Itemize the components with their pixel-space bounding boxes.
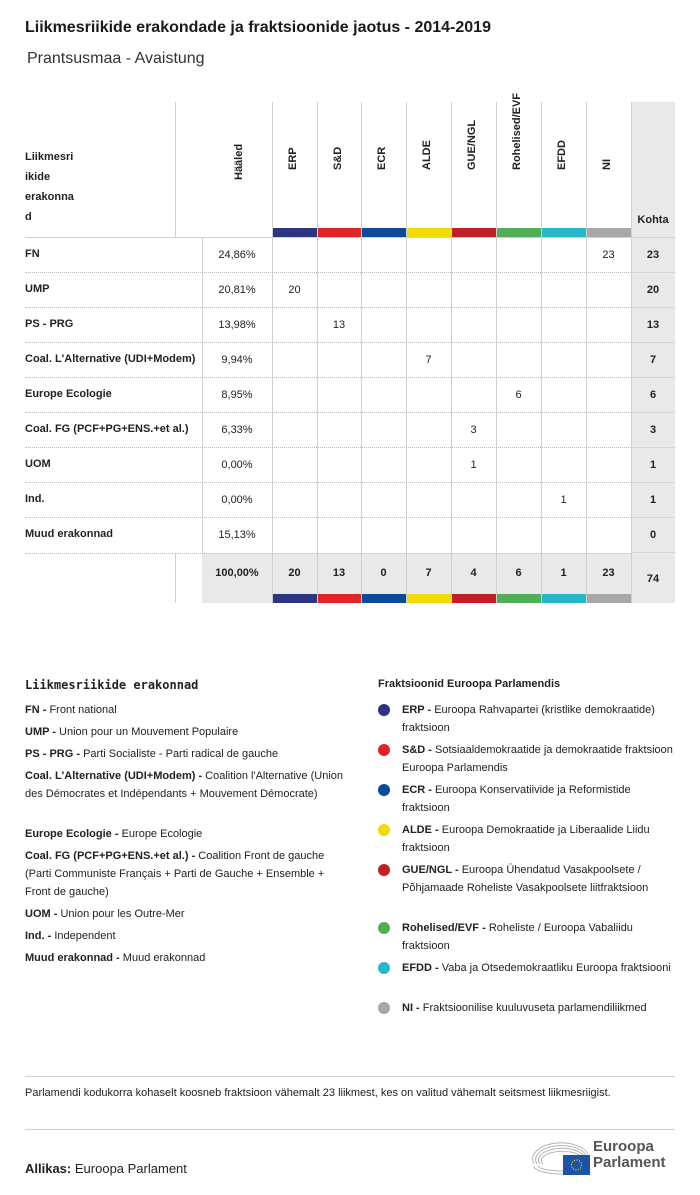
grid-line (586, 102, 587, 603)
party-full-name: Front national (49, 704, 117, 716)
group-color-dot-icon (378, 784, 390, 796)
row-divider (631, 272, 675, 273)
group-legend-item (402, 821, 677, 857)
source-line (25, 1161, 187, 1176)
group-total-seats: 4 (470, 567, 477, 579)
group-color-bar (318, 228, 361, 237)
party-full-name: Coalition l'Alternative (Union des Démocrates et Indépendants + Mouvement Démocrate) (25, 770, 344, 800)
row-total-seats: 0 (649, 529, 657, 541)
party-full-name: Union pour les Outre-Mer (60, 908, 185, 920)
group-full-name: Euroopa Rahvapartei (kristlike demokraatide) fraktsioon (402, 704, 655, 734)
party-abbr: FN - (25, 704, 47, 716)
grid-line (361, 102, 362, 603)
row-party-name: FN (25, 248, 40, 260)
row-group-seats: 23 (602, 249, 615, 261)
group-total-seats: 6 (515, 567, 522, 579)
row-divider (25, 517, 631, 518)
logo-text-line1: Euroopa (593, 1138, 654, 1155)
party-full-name: Union pour un Mouvement Populaire (59, 726, 239, 738)
grid-line (317, 102, 318, 603)
grid-line (175, 102, 176, 237)
row-group-seats: 1 (470, 459, 477, 471)
row-votes: 13,98% (218, 319, 256, 331)
group-full-name: Euroopa Konservatiivide ja Reformistide fraktsioon (402, 784, 631, 814)
group-legend-item (402, 959, 677, 977)
row-total-seats: 23 (646, 249, 660, 261)
group-total-seats: 1 (560, 567, 567, 579)
group-color-bar (362, 594, 406, 603)
group-full-name: Fraktsioonilise kuuluvuseta parlamendiliikmed (422, 1002, 647, 1014)
logo-text-line2: Parlament (593, 1154, 666, 1171)
party-legend-item (25, 745, 345, 763)
grid-line (496, 102, 497, 603)
party-legend-item (25, 949, 345, 967)
party-legend-item (25, 905, 345, 923)
row-divider (25, 272, 631, 273)
row-divider (631, 517, 675, 518)
group-color-bar (452, 594, 496, 603)
row-group-seats: 1 (560, 494, 567, 506)
row-votes: 20,81% (218, 284, 256, 296)
row-total-seats: 1 (649, 494, 657, 506)
party-full-name: Independent (54, 930, 116, 942)
group-color-bar (407, 594, 451, 603)
group-color-bar (497, 594, 541, 603)
party-legend-item (25, 767, 345, 803)
group-legend-item (402, 741, 677, 777)
row-group-seats: 13 (332, 319, 346, 331)
group-abbr: NI - (402, 1002, 420, 1014)
group-full-name: Sotsiaaldemokraatide ja demokraatide fraktsioon Euroopa Parlamendis (402, 744, 673, 774)
group-legend-item (402, 701, 677, 737)
group-color-bar (318, 594, 361, 603)
source-value: Euroopa Parlament (74, 1161, 187, 1176)
party-abbr: Coal. L'Alternative (UDI+Modem) - (25, 770, 203, 782)
group-header-guengl: GUE/NGL (466, 119, 478, 170)
group-header-erp: ERP (287, 147, 299, 170)
party-legend-item (25, 847, 345, 901)
row-total-seats: 13 (646, 319, 660, 331)
party-full-name: Muud erakonnad (122, 952, 206, 964)
group-color-bar (587, 228, 631, 237)
row-group-seats: 20 (288, 284, 301, 296)
row-votes: 0,00% (221, 494, 253, 506)
group-color-dot-icon (378, 1002, 390, 1014)
footnote: Parlamendi kodukorra kohaselt koosneb fraktsioon vähemalt 23 liikmest, kes on valitud vähemalt seitsmest liikmesriigist. (25, 1087, 611, 1099)
row-divider (631, 412, 675, 413)
row-divider (25, 342, 631, 343)
group-abbr: GUE/NGL - (402, 864, 459, 876)
group-header-efdd: EFDD (556, 140, 568, 170)
grid-line (175, 553, 176, 603)
group-legend-title: Fraktsioonid Euroopa Parlamendis (378, 678, 561, 690)
row-group-seats: 3 (470, 424, 477, 436)
group-abbr: ERP - (402, 704, 432, 716)
total-votes: 100,00% (215, 567, 259, 579)
group-abbr: ECR - (402, 784, 432, 796)
party-legend-title: Liikmesriikide erakonnad (25, 678, 199, 692)
row-votes: 8,95% (221, 389, 253, 401)
row-votes: 9,94% (221, 354, 253, 366)
row-party-name: Europe Ecologie (25, 388, 112, 400)
row-divider (631, 377, 675, 378)
divider (25, 1129, 675, 1130)
group-color-bar (273, 594, 317, 603)
party-legend-item (25, 927, 345, 945)
row-votes: 6,33% (221, 424, 253, 436)
group-color-dot-icon (378, 824, 390, 836)
group-header-ni: NI (601, 159, 613, 170)
group-color-dot-icon (378, 864, 390, 876)
party-abbr: PS - PRG - (25, 748, 81, 760)
row-votes: 24,86% (218, 249, 256, 261)
group-legend-item (402, 781, 677, 817)
source-label: Allikas: (25, 1161, 72, 1176)
group-header-ecr: ECR (376, 146, 388, 170)
party-legend-item (25, 825, 345, 843)
seats-column-header: Kohta (637, 214, 669, 226)
group-full-name: Euroopa Demokraatide ja Liberaalide Liidu fraktsioon (402, 824, 650, 854)
group-legend-item (402, 919, 677, 955)
group-abbr: EFDD - (402, 962, 439, 974)
row-party-name: Coal. L'Alternative (UDI+Modem) (25, 353, 196, 365)
group-color-bar (273, 228, 317, 237)
grid-line (272, 102, 273, 603)
party-legend-item (25, 701, 345, 719)
party-abbr: Europe Ecologie - (25, 828, 119, 840)
row-party-name: Ind. (25, 493, 45, 505)
group-color-dot-icon (378, 704, 390, 716)
row-divider (25, 482, 631, 483)
row-total-seats: 20 (646, 284, 660, 296)
party-abbr: Ind. - (25, 930, 52, 942)
page-subtitle: Prantsusmaa - Avaistung (27, 50, 205, 67)
row-group-seats: 7 (425, 354, 432, 366)
party-full-name: Coalition Front de gauche (Parti Communiste Français + Parti de Gauche + Ensemble + Front de gauche) (25, 850, 325, 898)
row-divider (25, 447, 631, 448)
grand-total-seats: 74 (646, 573, 660, 585)
group-total-seats: 20 (288, 567, 301, 579)
party-abbr: UOM - (25, 908, 58, 920)
votes-column-header: Hääled (233, 143, 245, 180)
hemicycle-icon (530, 1138, 590, 1178)
row-group-seats: 6 (515, 389, 522, 401)
row-party-name: Muud erakonnad (25, 528, 114, 540)
party-abbr: Coal. FG (PCF+PG+ENS.+et al.) - (25, 850, 196, 862)
divider (25, 1076, 675, 1077)
group-abbr: ALDE - (402, 824, 439, 836)
page-title: Liikmesriikide erakondade ja fraktsioonide jaotus - 2014-2019 (25, 19, 491, 36)
group-color-bar (362, 228, 406, 237)
group-color-bar (452, 228, 496, 237)
group-color-bar (587, 594, 631, 603)
party-abbr: Muud erakonnad - (25, 952, 120, 964)
ep-logo (530, 1138, 680, 1178)
party-legend-item (25, 723, 345, 741)
party-full-name: Parti Socialiste - Parti radical de gauche (83, 748, 279, 760)
row-divider (631, 342, 675, 343)
group-abbr: Rohelised/EVF - (402, 922, 486, 934)
row-total-seats: 1 (649, 459, 657, 471)
group-legend-item (402, 999, 677, 1017)
row-divider (631, 447, 675, 448)
row-total-seats: 3 (649, 424, 657, 436)
group-total-seats: 23 (602, 567, 615, 579)
group-header-sd: S&D (332, 146, 344, 170)
row-party-name: PS - PRG (25, 318, 74, 330)
group-color-dot-icon (378, 922, 390, 934)
row-divider (25, 377, 631, 378)
group-total-seats: 7 (425, 567, 432, 579)
group-header-rohelisedevf: Rohelised/EVF (511, 92, 523, 170)
row-divider (631, 482, 675, 483)
row-divider (25, 553, 631, 554)
group-legend-item (402, 861, 677, 897)
grid-line (541, 102, 542, 603)
row-divider (25, 307, 631, 308)
grid-line (451, 102, 452, 603)
row-votes: 0,00% (221, 459, 253, 471)
row-party-name: UMP (25, 283, 50, 295)
group-header-alde: ALDE (421, 140, 433, 170)
group-full-name: Vaba ja Otsedemokraatliku Euroopa fraktsiooni (441, 962, 671, 974)
group-total-seats: 0 (380, 567, 387, 579)
group-full-name: Roheliste / Euroopa Vabaliidu fraktsioon (402, 922, 633, 952)
row-party-name: Coal. FG (PCF+PG+ENS.+et al.) (25, 423, 189, 435)
row-votes: 15,13% (218, 529, 256, 541)
grid-line (25, 237, 675, 238)
group-color-dot-icon (378, 962, 390, 974)
row-divider (631, 552, 675, 553)
group-total-seats: 13 (332, 567, 346, 579)
group-color-bar (407, 228, 451, 237)
group-color-bar (542, 594, 586, 603)
group-color-dot-icon (378, 744, 390, 756)
group-full-name: Euroopa Ühendatud Vasakpoolsete / Põhjamaade Roheliste Vasakpoolsete liitfraktsioon (402, 864, 649, 894)
row-total-seats: 7 (649, 354, 657, 366)
row-party-name: UOM (25, 458, 51, 470)
party-full-name: Europe Ecologie (121, 828, 203, 840)
group-abbr: S&D - (402, 744, 432, 756)
group-color-bar (542, 228, 586, 237)
row-total-seats: 6 (649, 389, 657, 401)
row-divider (25, 412, 631, 413)
party-abbr: UMP - (25, 726, 56, 738)
row-divider (631, 307, 675, 308)
group-color-bar (497, 228, 541, 237)
party-column-header: Liikmesri ikide erakonna d (25, 151, 74, 223)
